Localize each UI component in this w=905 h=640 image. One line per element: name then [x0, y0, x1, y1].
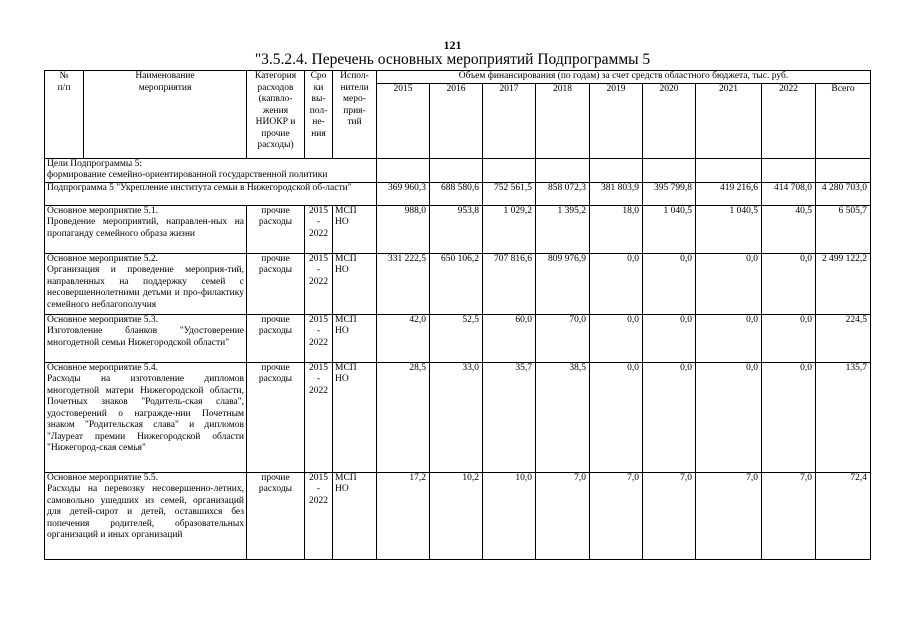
page-number: 121	[443, 38, 462, 52]
year-header: 2016	[430, 83, 483, 158]
activity-period: 2015 - 2022	[305, 314, 333, 362]
header-category: Категория расходов (капвло- жения НИОКР и прочие расходы)	[247, 71, 305, 159]
activity-row	[45, 205, 871, 253]
value-cell: 7,0	[536, 472, 590, 559]
activity-title: Основное мероприятие 5.4.	[47, 362, 159, 373]
header-num: № п/п	[45, 71, 84, 159]
activity-category: прочие расходы	[247, 314, 305, 362]
header-row	[45, 71, 871, 84]
activity-executor: МСП НО	[333, 472, 377, 559]
value-cell: 7,0	[762, 472, 816, 559]
subprogram-row	[45, 182, 871, 205]
value-cell: 35,7	[483, 362, 536, 472]
value-cell: 1 040,5	[643, 205, 696, 253]
value-cell: 28,5	[377, 362, 430, 472]
year-header: 2022	[762, 83, 816, 158]
activity-category: прочие расходы	[247, 472, 305, 559]
value-cell: 42,0	[377, 314, 430, 362]
activity-executor: МСП НО	[333, 362, 377, 472]
value-cell: 0,0	[696, 314, 762, 362]
activity-text: Проведение мероприятий, направлен-ных на пропаганду семейного образа жизни	[47, 217, 244, 239]
subprogram-name: Подпрограмма 5 "Укрепление института семьи в Нижегородской об-ласти"	[45, 182, 377, 205]
value-cell: 38,5	[536, 362, 590, 472]
year-header: 2017	[483, 83, 536, 158]
value-cell: 395 799,8	[643, 182, 696, 205]
activity-period: 2015 - 2022	[305, 253, 333, 314]
year-header: 2019	[590, 83, 643, 158]
activity-row	[45, 253, 871, 314]
header-period: Сро ки вы- пол- не- ния	[305, 71, 333, 159]
value-cell: 0,0	[762, 314, 816, 362]
value-cell: 0,0	[590, 314, 643, 362]
activity-description	[45, 314, 247, 362]
activity-category: прочие расходы	[247, 362, 305, 472]
activity-description	[45, 362, 247, 472]
activity-category: прочие расходы	[247, 253, 305, 314]
value-cell: 369 960,3	[377, 182, 430, 205]
value-cell: 752 561,5	[483, 182, 536, 205]
activity-period: 2015 - 2022	[305, 362, 333, 472]
value-cell: 858 072,3	[536, 182, 590, 205]
activity-period: 2015 - 2022	[305, 205, 333, 253]
value-cell: 688 580,6	[430, 182, 483, 205]
value-cell: 707 816,6	[483, 253, 536, 314]
activity-title: Основное мероприятие 5.2.	[47, 253, 159, 264]
header-name: Наименование мероприятия	[84, 71, 247, 159]
value-cell: 953,8	[430, 205, 483, 253]
value-cell-total: 2 499 122,2	[816, 253, 871, 314]
value-cell: 52,5	[430, 314, 483, 362]
page-title: "3.5.2.4. Перечень основных мероприятий Подпрограммы 5	[254, 51, 651, 68]
value-cell: 0,0	[696, 253, 762, 314]
year-header: 2021	[696, 83, 762, 158]
activity-description	[45, 472, 247, 559]
activity-executor: МСП НО	[333, 253, 377, 314]
value-cell-total: 135,7	[816, 362, 871, 472]
goal-text: Цели Подпрограммы 5: формирование семейно-ориентированной государственной политики	[45, 158, 377, 182]
activity-description	[45, 253, 247, 314]
header-funding: Объем финансирования (по годам) за счет средств областного бюджета, тыс. руб.	[377, 71, 871, 84]
header-executors: Испол- нители меро- прия- тий	[333, 71, 377, 159]
value-cell: 17,2	[377, 472, 430, 559]
value-cell: 70,0	[536, 314, 590, 362]
activity-executor: МСП НО	[333, 205, 377, 253]
goal-row	[45, 158, 871, 182]
value-cell: 40,5	[762, 205, 816, 253]
activity-category: прочие расходы	[247, 205, 305, 253]
activity-row	[45, 472, 871, 559]
activity-text: Организация и проведение мероприя-тий, направленных на поддержку семей с несовершеннолетними детьми и про-филактику семейного неблагополучия	[47, 265, 244, 310]
value-cell-total: 6 505,7	[816, 205, 871, 253]
value-cell: 0,0	[643, 253, 696, 314]
value-cell: 60,0	[483, 314, 536, 362]
value-cell: 0,0	[643, 362, 696, 472]
value-cell: 0,0	[590, 362, 643, 472]
value-cell: 988,0	[377, 205, 430, 253]
value-cell: 18,0	[590, 205, 643, 253]
value-cell: 331 222,5	[377, 253, 430, 314]
value-cell: 0,0	[762, 253, 816, 314]
year-header: 2015	[377, 83, 430, 158]
value-cell: 414 708,0	[762, 182, 816, 205]
value-cell: 7,0	[696, 472, 762, 559]
activity-text: Расходы на перевозку несовершенно-летних, самовольно ушедших из семей, организаций для детей-сирот и детей, оставшихся без попечения родителей, образовательных организаций и иных организаций	[47, 484, 244, 540]
activity-executor: МСП НО	[333, 314, 377, 362]
activity-title: Основное мероприятие 5.3.	[47, 314, 159, 325]
value-cell: 0,0	[643, 314, 696, 362]
value-cell-total: 72,4	[816, 472, 871, 559]
value-cell-total: 224,5	[816, 314, 871, 362]
activity-description	[45, 205, 247, 253]
value-cell: 10,2	[430, 472, 483, 559]
activity-row	[45, 362, 871, 472]
value-cell: 7,0	[590, 472, 643, 559]
value-cell: 650 106,2	[430, 253, 483, 314]
value-cell: 0,0	[696, 362, 762, 472]
activity-title: Основное мероприятие 5.1.	[47, 205, 159, 216]
year-header-total: Всего	[816, 83, 871, 158]
activity-row	[45, 314, 871, 362]
value-cell: 7,0	[643, 472, 696, 559]
value-cell: 381 803,9	[590, 182, 643, 205]
value-cell: 809 976,9	[536, 253, 590, 314]
activity-period: 2015 - 2022	[305, 472, 333, 559]
activities-table	[44, 70, 871, 560]
value-cell-total: 4 280 703,0	[816, 182, 871, 205]
activity-title: Основное мероприятие 5.5.	[47, 472, 159, 483]
value-cell: 0,0	[762, 362, 816, 472]
value-cell: 1 395,2	[536, 205, 590, 253]
value-cell: 0,0	[590, 253, 643, 314]
value-cell: 10,0	[483, 472, 536, 559]
value-cell: 419 216,6	[696, 182, 762, 205]
year-header: 2018	[536, 83, 590, 158]
value-cell: 1 029,2	[483, 205, 536, 253]
value-cell: 1 040,5	[696, 205, 762, 253]
activity-text: Изготовление бланков "Удостоверение многодетной семьи Нижегородской области"	[47, 326, 244, 348]
year-header: 2020	[643, 83, 696, 158]
value-cell: 33,0	[430, 362, 483, 472]
activity-text: Расходы на изготовление дипломов многодетной матери Нижегородской области, Почетных знаков "Родитель-ская слава", удостоверений о награжде-нии Почетным знаком "Родительская слава" и дипломов "Лауреат премии Нижегородской области "Нижегород-ская семья"	[47, 374, 244, 453]
